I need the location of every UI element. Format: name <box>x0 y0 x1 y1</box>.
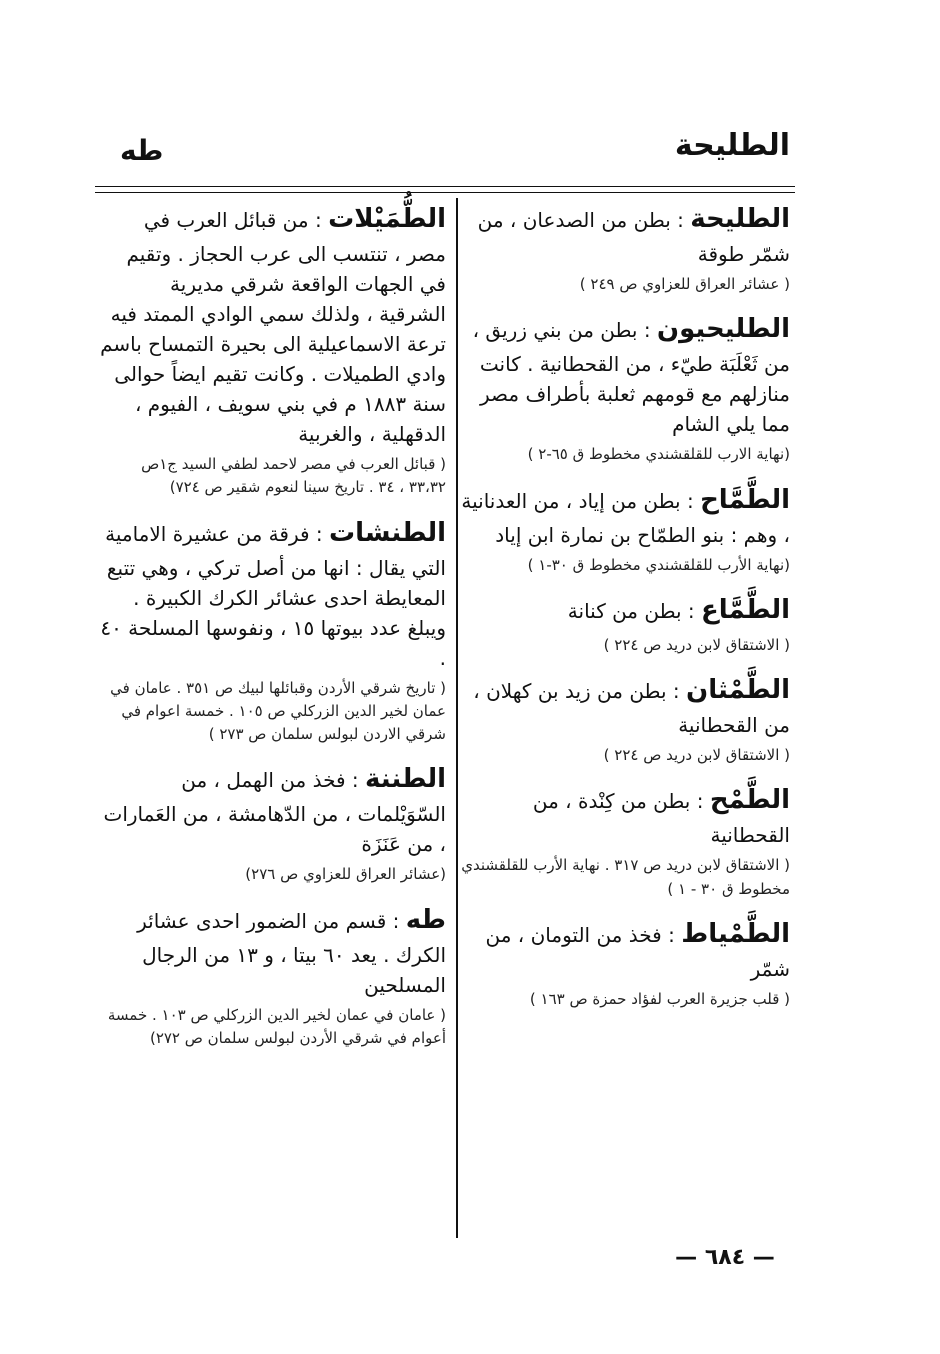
entry-tulayha <box>455 200 790 296</box>
entry-reference: ( عشائر العراق للعزاوي ص ٢٤٩ ) <box>579 275 790 293</box>
right-column <box>455 200 790 1240</box>
entry-tulayhiyun <box>455 310 790 466</box>
entry-headword: طه <box>405 904 446 935</box>
entry-reference: ( الاشتقاق لابن دريد ص ٢٢٤ ) <box>603 635 790 654</box>
left-column <box>100 200 446 1240</box>
entry-tammaa <box>455 591 790 657</box>
entry-text: : بطن من كِنْدة ، من القحطانية <box>532 789 790 848</box>
entry-reference: (نهاية الارب للقلقشندي مخطوط ق ٦٥-٢ ) <box>527 445 790 464</box>
entry-reference: (عشائر العراق للعزاوي ص ٢٧٦) <box>245 865 446 884</box>
entry-headword: الطَّمْثان <box>686 675 790 705</box>
entry-text: : فخذ من الهمل ، من السّوَيْلمات ، من الدّهامشة ، من العَمارات ، من عَنَزَة <box>103 768 446 857</box>
entry-headword: الطَّمَّاح <box>700 484 790 515</box>
entry-text: : بطن من بني زريق ، من ثَعْلَبَة طيّء ، من القحطانية . كانت منازلهم مع قومهم ثعلبة بأطراف مصر مما يلي الشام <box>472 318 790 437</box>
entry-headword: الطليحيون <box>656 314 790 345</box>
entry-headword: الطليحة <box>690 204 790 234</box>
page-number: — ٦٨٤ — <box>675 1245 775 1270</box>
entry-tammah <box>455 481 790 577</box>
page-header <box>100 120 790 180</box>
entry-text: : بطن من كنانة <box>567 598 695 623</box>
entry-reference: ( قلب جزيرة العرب لفؤاد حمزة ص ١٦٣ ) <box>529 989 790 1008</box>
entry-tamthan <box>455 671 790 767</box>
entry-headword: الطنشات <box>329 517 446 548</box>
entry-text: : من قبائل العرب في مصر ، تنتسب الى عرب الحجاز . وتقيم في الجهات الواقعة شرقي مديرية الشرقية ، ولذلك سمي الوادي الممتد فيه ترعة الاسماعيلية الى بحيرة التمساح باسم وادي الطميلات . وكانت تقيم ايضاً حوالى سنة ١٨٨٣ م في بني سويف ، الفيوم ، الدقهلية ، والغربية <box>100 208 446 446</box>
entry-reference: (نهاية الأرب للقلقشندي مخطوط ق ٣٠-١ ) <box>527 555 790 574</box>
entry-tamh <box>455 781 790 901</box>
entry-text: : بطن من إياد ، من العدنانية ، وهم : بنو الطمّاح بن نمارة ابن إياد <box>461 488 790 547</box>
entry-text: : بطن من زيد بن كهلان ، من القحطانية <box>473 679 790 737</box>
entry-tanana <box>100 760 446 886</box>
entry-reference: ( عامان في عمان لخير الدين الزركلي ص ١٠٣ . خمسة أعوام في شرقي الأردن لبولس سلمان ص ٢٧٢) <box>107 1005 446 1047</box>
entry-headword: الطننة <box>365 764 446 795</box>
entry-text: : فرقة من عشيرة الامامية التي يقال : انها من أصل تركي ، وهي تتبع المعايطة احدى عشائر الكرك الكبيرة . ويبلغ عدد بيوتها ١٥ ، ونفوسها المسلحة ٤٠ . <box>100 521 446 670</box>
entry-headword: الطَّمْياط <box>681 918 790 949</box>
entry-text: : بطن من الصدعان ، من شمّر طوقة <box>477 208 790 266</box>
running-catchword: طه <box>120 134 164 167</box>
entry-reference: ( الاشتقاق لابن دريد ص ٣١٧ . نهاية الأرب للقلقشندي مخطوط ق ٣٠ - ١ ) <box>461 856 790 898</box>
entry-reference: ( قبائل العرب في مصر لاحمد لطفي السيد ج١ص ٣٣،٣٢ ، ٣٤ . تاريخ سينا لنعوم شقير ص ٧٢٤) <box>141 455 446 497</box>
entry-text: : فخذ من التومان ، من شمّر <box>485 922 790 981</box>
header-rule-inner <box>95 192 795 193</box>
entry-reference: ( الاشتقاق لابن دريد ص ٢٢٤ ) <box>603 746 790 764</box>
entry-headword: الطُّمَيْلات <box>328 204 446 234</box>
entry-tamyat <box>455 915 790 1011</box>
entry-text: : قسم من الضمور احدى عشائر الكرك . يعد ٦٠ بيتا ، و ١٣ من الرجال المسلحين <box>137 908 446 997</box>
entry-tanashat <box>100 514 446 747</box>
entry-reference: ( تاريخ شرقي الأردن وقبائلها لبيك ص ٣٥١ . عامان في عمان لخير الدين الزركلي ص ١٠٥ . خمسة اعوام في شرقي الاردن لبولس سلمان ص ٢٧٣ ) <box>110 678 446 743</box>
running-title: الطليحة <box>674 128 790 163</box>
entry-headword: الطَّمْح <box>709 785 790 816</box>
header-rule <box>95 186 795 187</box>
entry-taha <box>100 901 446 1051</box>
entry-tumaylat <box>100 200 446 500</box>
entry-headword: الطَّمَّاع <box>701 594 790 625</box>
